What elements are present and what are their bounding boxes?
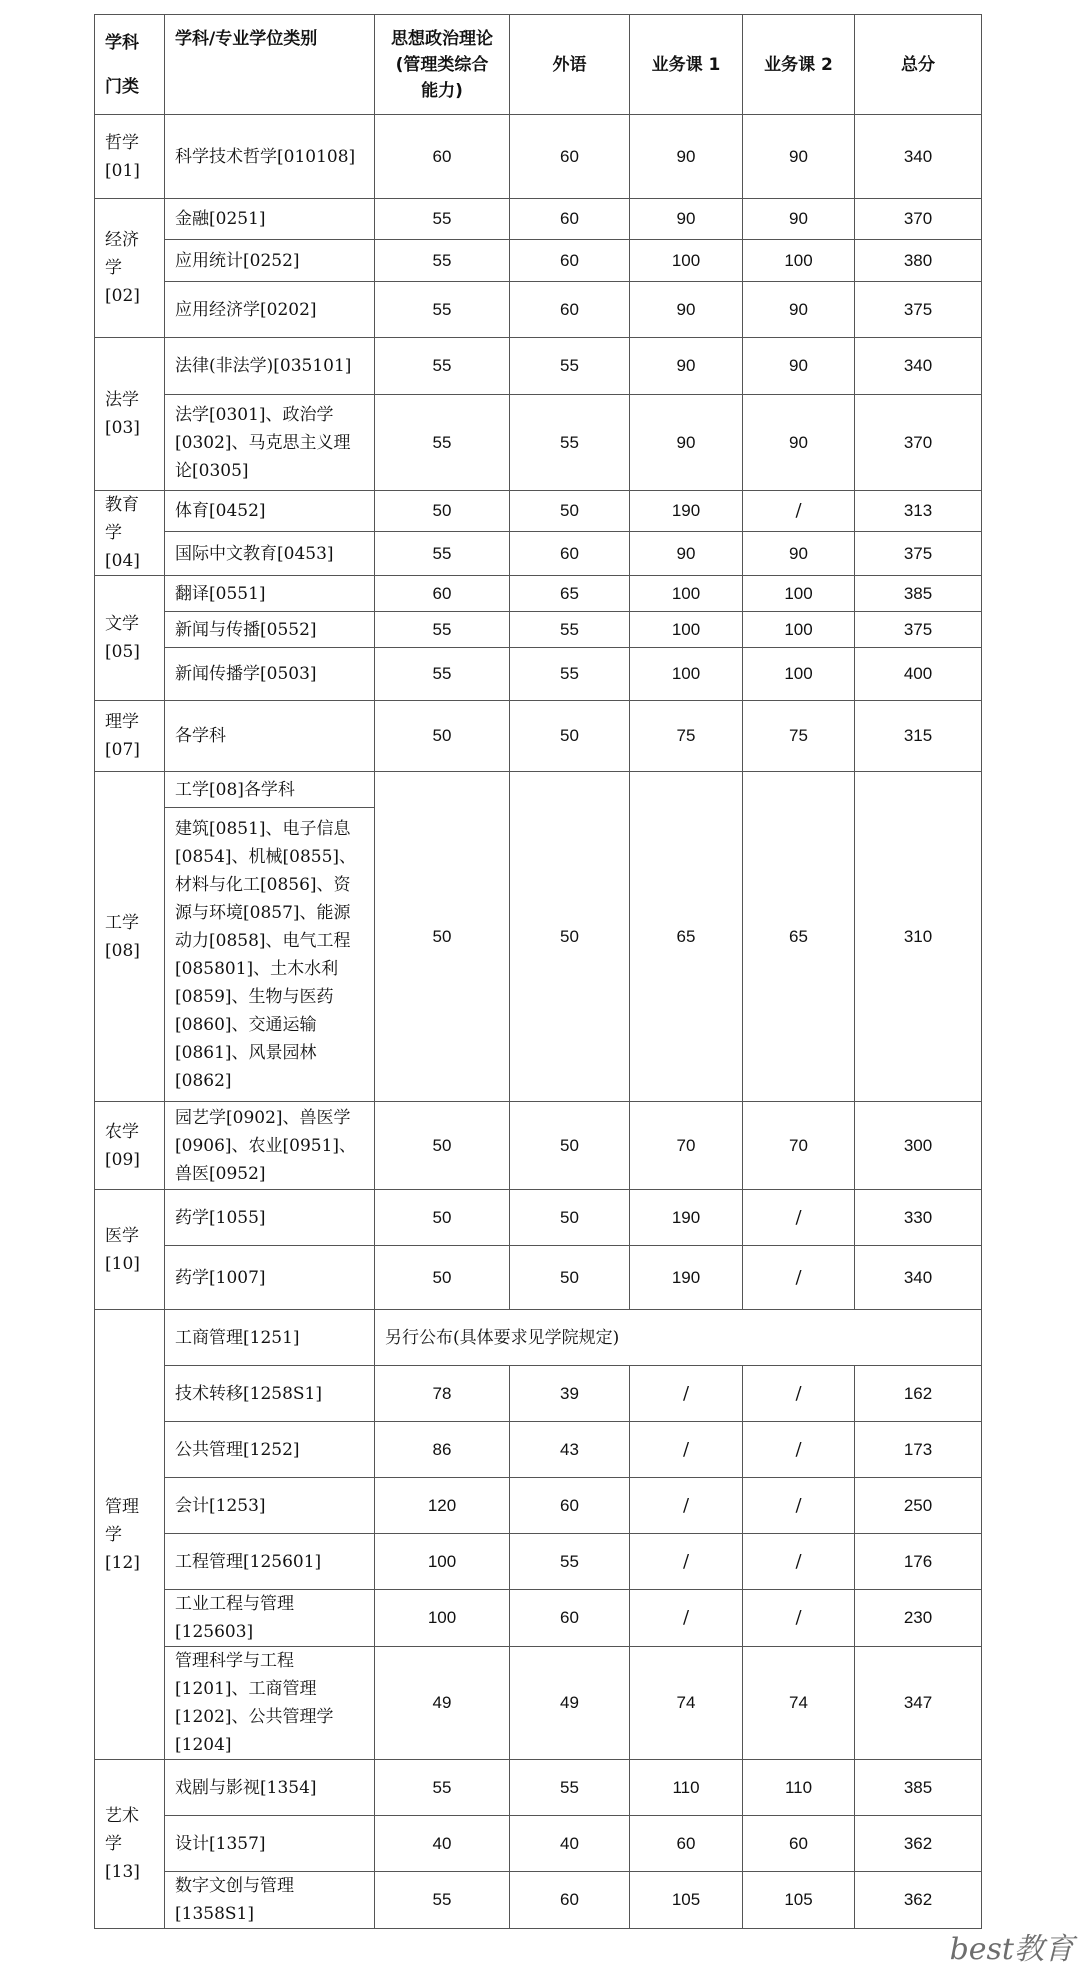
watermark: best教育 [949,1932,1074,1967]
course2-score: 90 [743,199,855,240]
major-cell: 戏剧与影视[1354] [165,1760,375,1816]
table-row [95,1246,982,1310]
major-cell: 工商管理[1251] [165,1310,375,1366]
politics-score: 100 [375,1534,510,1590]
foreign-score: 60 [510,240,630,282]
total-score: 162 [855,1366,982,1422]
foreign-score: 60 [510,1590,630,1647]
foreign-score: 55 [510,338,630,395]
category-cell [95,199,165,338]
foreign-score: 43 [510,1422,630,1478]
table-row [95,1366,982,1422]
course2-score: / [743,1478,855,1534]
category-code: [02] [105,286,140,306]
course2-score: / [743,1422,855,1478]
course1-score: 100 [630,612,743,648]
politics-score: 120 [375,1478,510,1534]
table-row [95,1190,982,1246]
foreign-score: 50 [510,1246,630,1310]
politics-score: 50 [375,491,510,532]
total-score: 315 [855,701,982,772]
foreign-score: 55 [510,612,630,648]
course1-score: 70 [630,1102,743,1190]
course1-score: 90 [630,199,743,240]
course2-score: 90 [743,395,855,491]
foreign-score: 55 [510,395,630,491]
course2-score: / [743,1246,855,1310]
major-cell: 设计[1357] [165,1816,375,1872]
category-name: 法学 [105,390,139,410]
major-cell: 技术转移[1258S1] [165,1366,375,1422]
foreign-score: 60 [510,532,630,576]
category-name: 管理学 [105,1496,139,1545]
major-cell: 管理科学与工程[1201]、工商管理[1202]、公共管理学[1204] [165,1647,375,1760]
course1-score: 90 [630,115,743,199]
category-name: 医学 [105,1225,139,1246]
total-score: 300 [855,1102,982,1190]
total-score: 385 [855,576,982,612]
course1-score: 100 [630,576,743,612]
major-cell: 会计[1253] [165,1478,375,1534]
course2-score: 100 [743,240,855,282]
table-row [95,1534,982,1590]
politics-score: 55 [375,532,510,576]
category-cell [95,576,165,701]
course2-score: 100 [743,648,855,701]
course2-score: 110 [743,1760,855,1816]
foreign-score: 50 [510,1190,630,1246]
major-cell: 应用统计[0252] [165,240,375,282]
total-score: 250 [855,1478,982,1534]
course2-score: 105 [743,1872,855,1929]
course1-score: 190 [630,1246,743,1310]
foreign-score: 60 [510,282,630,338]
category-code: [07] [105,740,140,760]
politics-score: 50 [375,1190,510,1246]
politics-score: 50 [375,772,510,1102]
course1-score: / [630,1478,743,1534]
note-cell: 另行公布(具体要求见学院规定) [375,1310,982,1366]
course2-score: 70 [743,1102,855,1190]
total-score: 362 [855,1816,982,1872]
major-cell: 建筑[0851]、电子信息[0854]、机械[0855]、材料与化工[0856]、资源与环境[0857]、能源动力[0858]、电气工程[085801]、土木水利[0859]、生物与医药[0860]、交通运输[0861]、风景园林[0862] [165,808,375,1102]
table-row [95,701,982,772]
major-cell: 体育[0452] [165,491,375,532]
category-name: 文学 [105,614,139,634]
politics-score: 55 [375,395,510,491]
header-politics: 思想政治理论 (管理类综合 能力) [375,15,510,115]
major-cell: 应用经济学[0202] [165,282,375,338]
category-name: 理学 [105,712,139,732]
table-row [95,1310,982,1366]
politics-score: 50 [375,1246,510,1310]
total-score: 362 [855,1872,982,1929]
course1-score: 74 [630,1647,743,1760]
course2-score: 90 [743,338,855,395]
politics-score: 40 [375,1816,510,1872]
total-score: 375 [855,532,982,576]
course2-score: / [743,1366,855,1422]
course2-score: 90 [743,115,855,199]
course1-score: 90 [630,338,743,395]
table-row [95,1102,982,1190]
category-code: [10] [105,1253,140,1274]
politics-score: 55 [375,1872,510,1929]
total-score: 400 [855,648,982,701]
course2-score: 65 [743,772,855,1102]
major-cell: 翻译[0551] [165,576,375,612]
major-cell: 数字文创与管理[1358S1] [165,1872,375,1929]
score-table [94,14,982,1929]
table-row [95,1816,982,1872]
course2-score: 100 [743,612,855,648]
category-name: 工学 [105,912,139,933]
header-total: 总分 [855,15,982,115]
politics-score: 60 [375,576,510,612]
course1-score: 100 [630,648,743,701]
header-course2: 业务课 2 [743,15,855,115]
foreign-score: 49 [510,1647,630,1760]
foreign-score: 60 [510,115,630,199]
course1-score: 90 [630,532,743,576]
category-cell [95,1102,165,1190]
major-cell: 新闻传播学[0503] [165,648,375,701]
category-name: 艺术学 [105,1806,139,1854]
course1-score: 110 [630,1760,743,1816]
course1-score: 105 [630,1872,743,1929]
course1-score: 60 [630,1816,743,1872]
foreign-score: 55 [510,1760,630,1816]
table-row [95,772,982,808]
table-row [95,532,982,576]
major-cell: 药学[1007] [165,1246,375,1310]
course1-score: / [630,1422,743,1478]
total-score: 370 [855,395,982,491]
total-score: 385 [855,1760,982,1816]
total-score: 313 [855,491,982,532]
foreign-score: 55 [510,648,630,701]
header-row [95,15,982,115]
table-row [95,1872,982,1929]
politics-score: 100 [375,1590,510,1647]
major-cell: 工业工程与管理[125603] [165,1590,375,1647]
major-cell: 工学[08]各学科 [165,772,375,808]
major-cell: 各学科 [165,701,375,772]
header-category: 学科 门类 [95,15,165,115]
category-name: 哲学 [105,132,139,153]
table-row [95,1760,982,1816]
course1-score: 90 [630,282,743,338]
major-cell: 法律(非法学)[035101] [165,338,375,395]
politics-score: 55 [375,1760,510,1816]
course2-score: 90 [743,282,855,338]
total-score: 375 [855,282,982,338]
major-cell: 园艺学[0902]、兽医学[0906]、农业[0951]、兽医[0952] [165,1102,375,1190]
total-score: 176 [855,1534,982,1590]
table-row [95,1590,982,1647]
politics-score: 55 [375,240,510,282]
course2-score: 75 [743,701,855,772]
header-major: 学科/专业学位类别 [165,15,375,115]
politics-score: 55 [375,199,510,240]
major-cell: 科学技术哲学[010108] [165,115,375,199]
category-code: [12] [105,1552,140,1573]
total-score: 230 [855,1590,982,1647]
politics-score: 55 [375,338,510,395]
category-cell [95,772,165,1102]
major-cell: 公共管理[1252] [165,1422,375,1478]
table-row [95,338,982,395]
course2-score: / [743,491,855,532]
table-row [95,1647,982,1760]
course2-score: / [743,1190,855,1246]
foreign-score: 50 [510,491,630,532]
foreign-score: 50 [510,701,630,772]
table-row [95,1422,982,1478]
course1-score: / [630,1366,743,1422]
table-row [95,648,982,701]
course2-score: 74 [743,1647,855,1760]
course1-score: 190 [630,1190,743,1246]
foreign-score: 50 [510,772,630,1102]
total-score: 340 [855,1246,982,1310]
foreign-score: 60 [510,1478,630,1534]
course2-score: 60 [743,1816,855,1872]
table-row [95,240,982,282]
total-score: 330 [855,1190,982,1246]
table-row [95,576,982,612]
category-code: [05] [105,642,140,662]
category-cell [95,338,165,491]
foreign-score: 65 [510,576,630,612]
category-code: [01] [105,160,140,181]
total-score: 375 [855,612,982,648]
course1-score: 90 [630,395,743,491]
major-cell: 国际中文教育[0453] [165,532,375,576]
course2-score: / [743,1590,855,1647]
politics-score: 55 [375,648,510,701]
total-score: 340 [855,115,982,199]
total-score: 310 [855,772,982,1102]
major-cell: 新闻与传播[0552] [165,612,375,648]
category-name: 教育学 [105,495,139,543]
major-cell: 药学[1055] [165,1190,375,1246]
foreign-score: 60 [510,1872,630,1929]
header-foreign: 外语 [510,15,630,115]
course1-score: 100 [630,240,743,282]
politics-score: 86 [375,1422,510,1478]
politics-score: 60 [375,115,510,199]
politics-score: 49 [375,1647,510,1760]
course1-score: 75 [630,701,743,772]
course2-score: 100 [743,576,855,612]
politics-score: 50 [375,701,510,772]
table-row [95,199,982,240]
category-code: [04] [105,551,140,571]
table-row [95,395,982,491]
politics-score: 55 [375,612,510,648]
foreign-score: 55 [510,1534,630,1590]
foreign-score: 39 [510,1366,630,1422]
category-cell [95,1310,165,1760]
course1-score: / [630,1534,743,1590]
category-cell [95,115,165,199]
table-row [95,115,982,199]
header-course1: 业务课 1 [630,15,743,115]
category-name: 经济学 [105,230,139,278]
course1-score: 65 [630,772,743,1102]
category-cell [95,701,165,772]
course1-score: 190 [630,491,743,532]
course2-score: / [743,1534,855,1590]
foreign-score: 50 [510,1102,630,1190]
course1-score: / [630,1590,743,1647]
table-row [95,612,982,648]
table-row [95,282,982,338]
total-score: 340 [855,338,982,395]
category-cell [95,1190,165,1310]
major-cell: 金融[0251] [165,199,375,240]
politics-score: 78 [375,1366,510,1422]
category-code: [03] [105,418,140,438]
politics-score: 50 [375,1102,510,1190]
total-score: 173 [855,1422,982,1478]
major-cell: 法学[0301]、政治学[0302]、马克思主义理论[0305] [165,395,375,491]
politics-score: 55 [375,282,510,338]
category-cell [95,491,165,576]
course2-score: 90 [743,532,855,576]
category-cell [95,1760,165,1929]
total-score: 347 [855,1647,982,1760]
category-code: [13] [105,1862,140,1882]
total-score: 380 [855,240,982,282]
category-code: [09] [105,1149,140,1170]
category-code: [08] [105,940,140,961]
total-score: 370 [855,199,982,240]
category-name: 农学 [105,1121,139,1142]
major-cell: 工程管理[125601] [165,1534,375,1590]
foreign-score: 40 [510,1816,630,1872]
foreign-score: 60 [510,199,630,240]
table-row [95,491,982,532]
table-row [95,1478,982,1534]
